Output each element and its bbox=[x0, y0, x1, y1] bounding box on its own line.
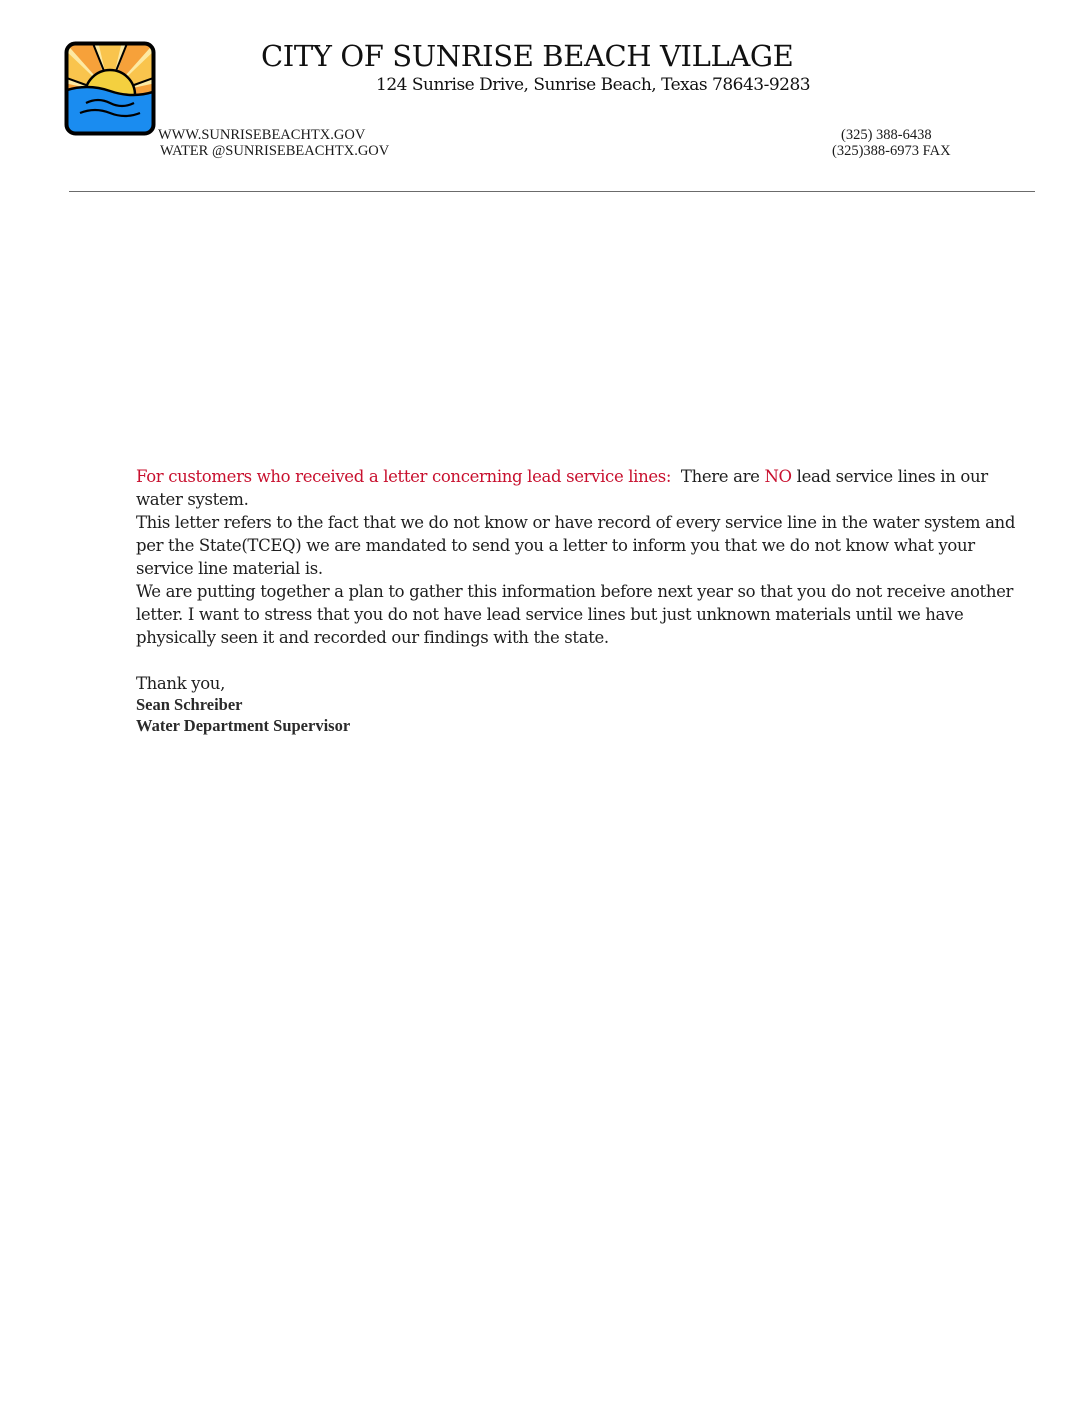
header-divider bbox=[69, 191, 1035, 192]
phone-number: (325) 388-6438 bbox=[841, 127, 932, 143]
highlight-lead: For customers who received a letter concerning lead service lines: bbox=[136, 467, 672, 486]
p1-part1: There are bbox=[680, 467, 760, 486]
closing-salutation: Thank you, bbox=[136, 674, 225, 693]
paragraph-1 bbox=[136, 465, 1036, 511]
p1-part2: lead service lines in our water system. bbox=[136, 467, 988, 509]
fax-number: (325)388-6973 FAX bbox=[832, 143, 951, 159]
website-link[interactable]: WWW.SUNRISEBEACHTX.GOV bbox=[158, 127, 366, 143]
email-link[interactable]: WATER @SUNRISEBEACHTX.GOV bbox=[160, 143, 390, 159]
paragraph-2: This letter refers to the fact that we do not know or have record of every service line in the water system and per the State(TCEQ) we are mandated to send you a letter to inform you that we do not know what your service line material is. bbox=[136, 513, 1016, 578]
organization-address: 124 Sunrise Drive, Sunrise Beach, Texas 78643-9283 bbox=[376, 75, 811, 95]
sunrise-beach-logo-icon bbox=[64, 41, 156, 136]
emphasis-no: NO bbox=[764, 467, 792, 486]
signer-name: Sean Schreiber bbox=[136, 695, 243, 714]
paragraph-3: We are putting together a plan to gather this information before next year so that you do not receive another letter. I want to stress that you do not have lead service lines but just unknown materials until we have physically seen it and recorded our findings with the state. bbox=[136, 582, 1014, 647]
organization-name: CITY OF SUNRISE BEACH VILLAGE bbox=[261, 39, 794, 73]
signer-title: Water Department Supervisor bbox=[136, 716, 351, 735]
letter-body bbox=[136, 465, 1036, 649]
